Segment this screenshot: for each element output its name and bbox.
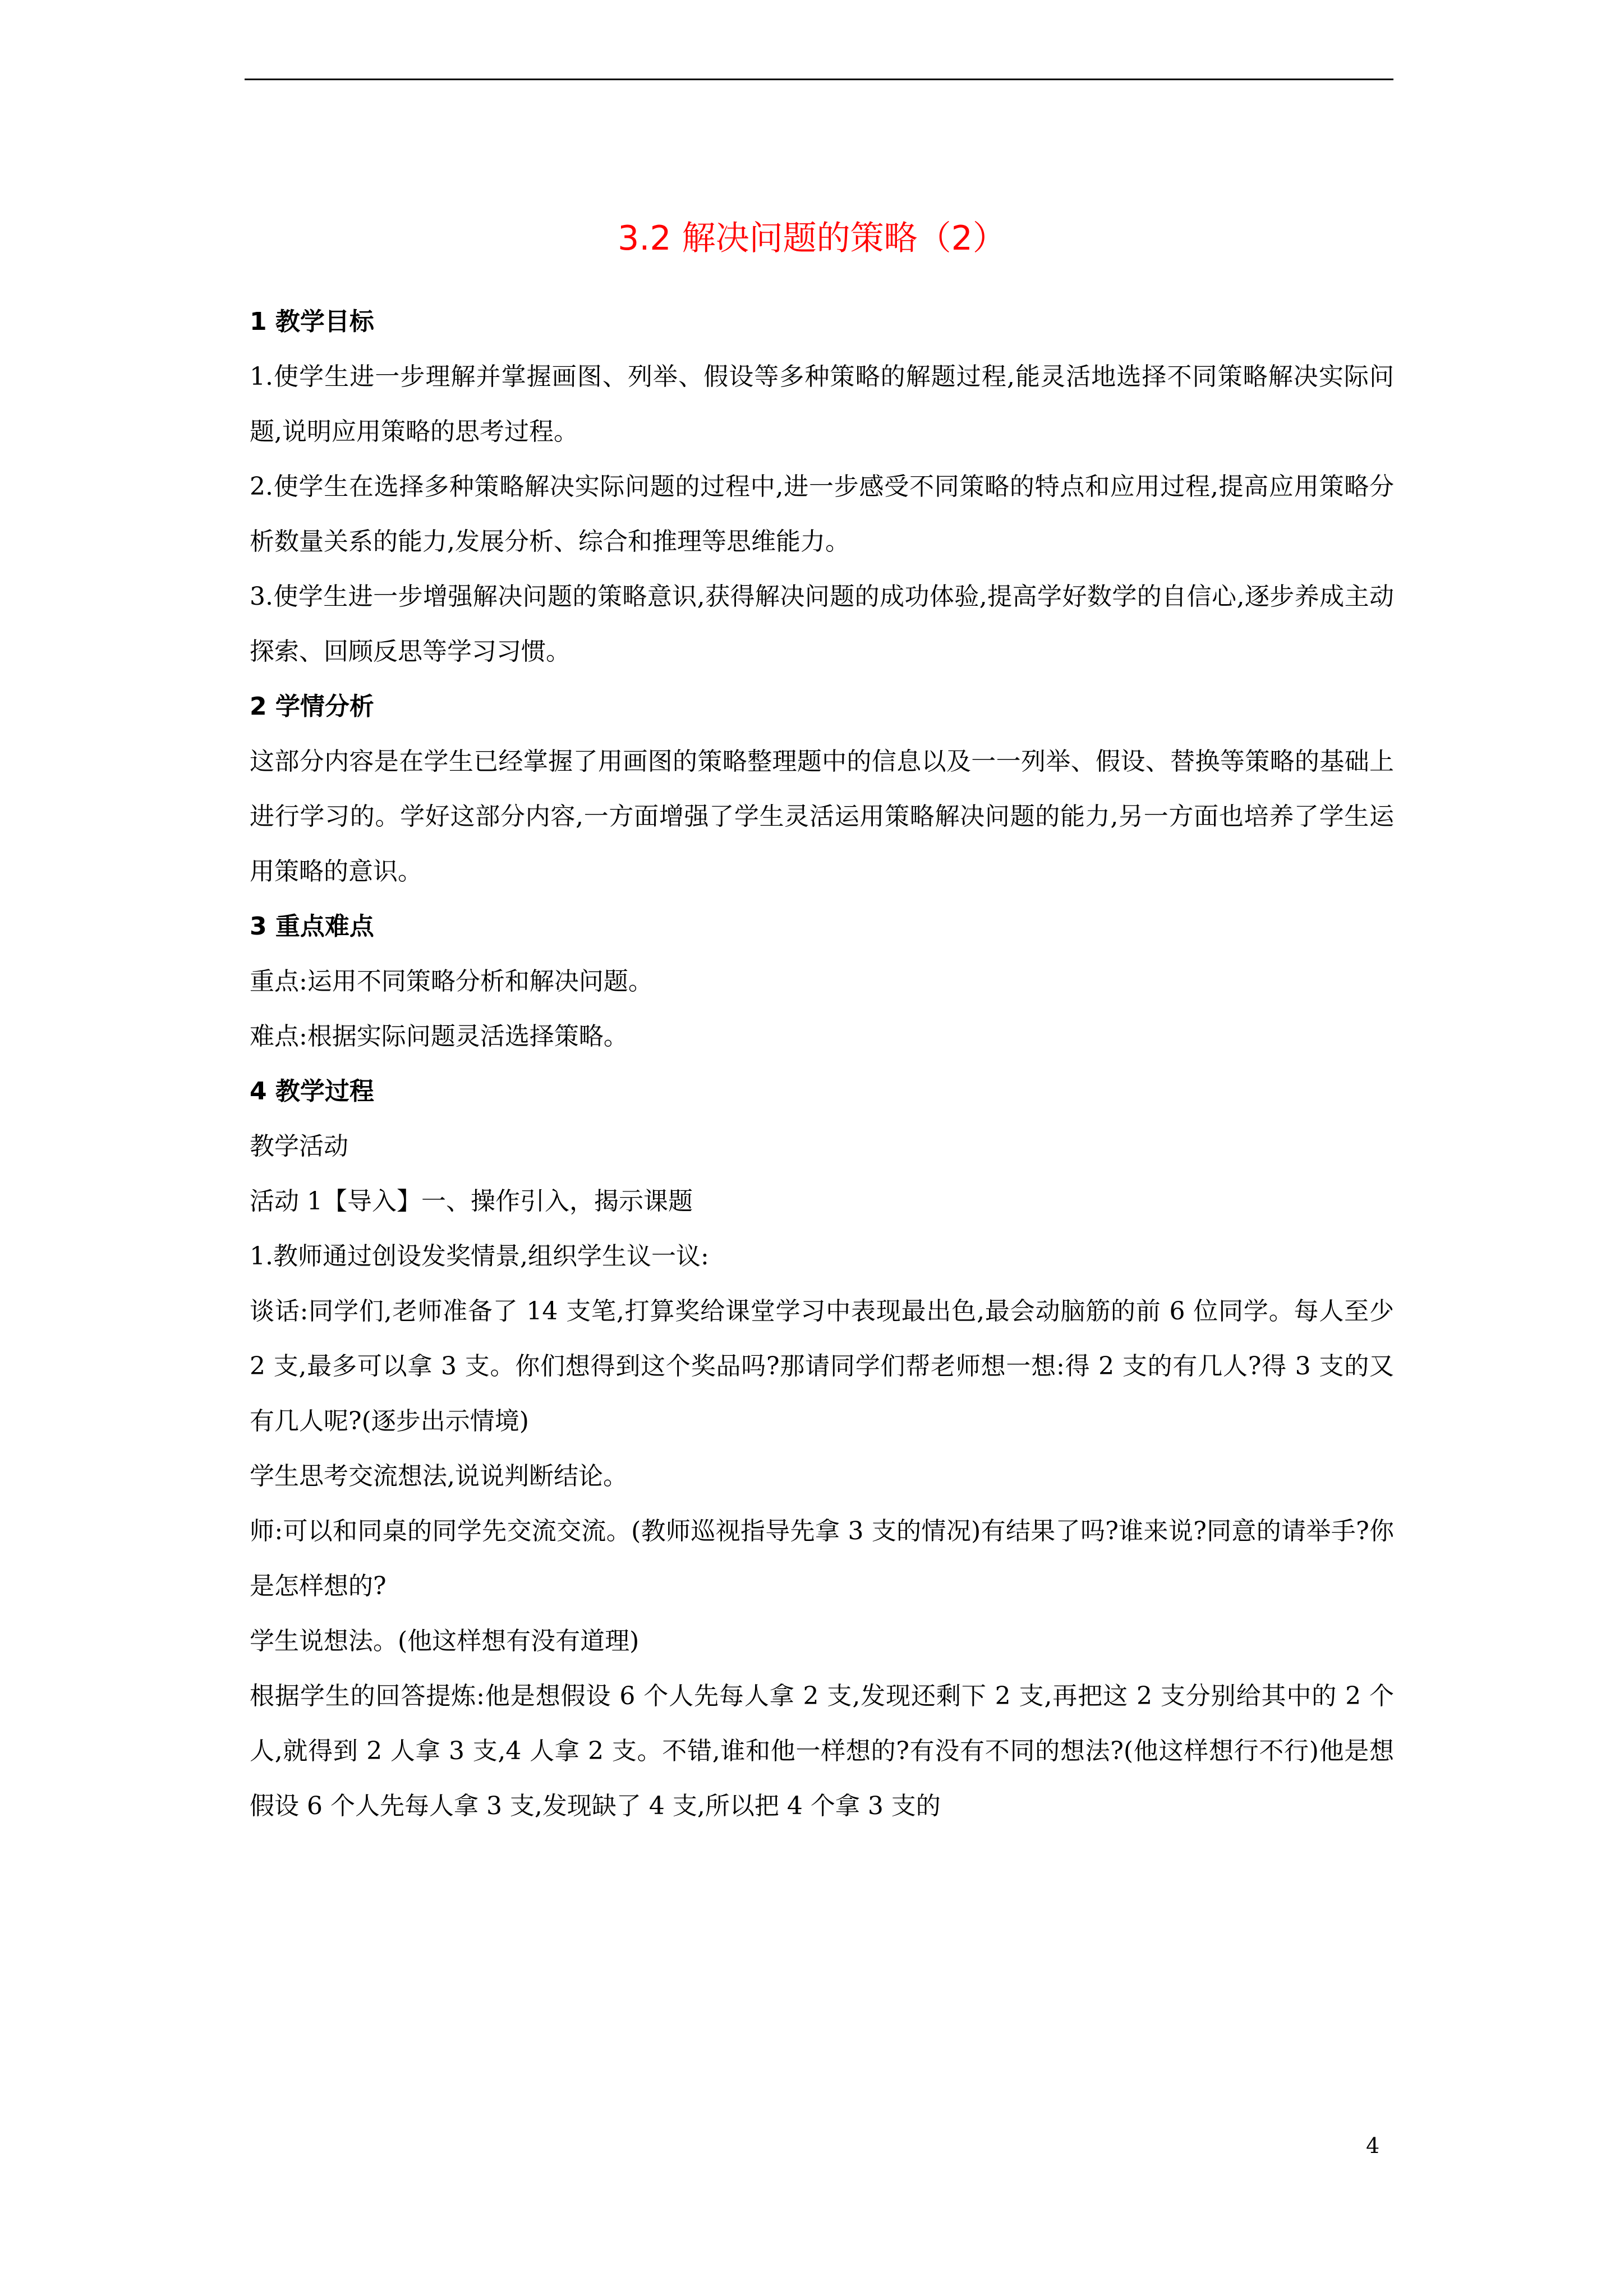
section-heading-process: 4 教学过程 [250, 1077, 374, 1106]
header-rule [245, 79, 1393, 80]
difficulty-text: 难点:根据实际问题灵活选择策略。 [250, 1022, 628, 1051]
section-heading-analysis: 2 学情分析 [250, 692, 374, 721]
step-1-text: 1.教师通过创设发奖情景,组织学生议一议: [250, 1242, 709, 1271]
objective-item-2: 2.使学生在选择多种策略解决实际问题的过程中,进一步感受不同策略的特点和应用过程,提高应用策略分析数量关系的能力,发展分析、综合和推理等思维能力。 [250, 472, 1394, 556]
activity-label: 教学活动 [250, 1132, 348, 1161]
dialogue-paragraph: 谈话:同学们,老师准备了 14 支笔,打算奖给课堂学习中表现最出色,最会动脑筋的前 6 位同学。每人至少 2 支,最多可以拿 3 支。你们想得到这个奖品吗?那请同学们帮老师想一想:得 2 支的有几人?得 3 支的又有几人呢?(逐步出示情境) [250, 1297, 1394, 1435]
analysis-paragraph: 这部分内容是在学生已经掌握了用画图的策略整理题中的信息以及一一列举、假设、替换等策略的基础上进行学习的。学好这部分内容,一方面增强了学生灵活运用策略解决问题的能力,另一方面也培养了学生运用策略的意识。 [250, 747, 1394, 886]
key-point-text: 重点:运用不同策略分析和解决问题。 [250, 967, 653, 996]
student-think-text: 学生思考交流想法,说说判断结论。 [250, 1462, 628, 1490]
section-heading-key-points: 3 重点难点 [250, 912, 374, 941]
page-number: 4 [1366, 2133, 1380, 2158]
student-say-text: 学生说想法。(他这样想有没有道理) [250, 1627, 640, 1655]
teacher-paragraph: 师:可以和同桌的同学先交流交流。(教师巡视指导先拿 3 支的情况)有结果了吗?谁来说?同意的请举手?你是怎样想的? [250, 1517, 1394, 1600]
summary-paragraph: 根据学生的回答提炼:他是想假设 6 个人先每人拿 2 支,发现还剩下 2 支,再把这 2 支分别给其中的 2 个人,就得到 2 人拿 3 支,4 人拿 2 支。不错,谁和他一样想的?有没有不同的想法?(他这样想行不行)他是想假设 6 个人先每人拿 3 支,发现缺了 4 支,所以把 4 个拿 3 支的 [250, 1682, 1394, 1820]
activity-1-title: 活动 1【导入】一、操作引入，揭示课题 [250, 1187, 693, 1216]
objective-item-3: 3.使学生进一步增强解决问题的策略意识,获得解决问题的成功体验,提高学好数学的自信心,逐步养成主动探索、回顾反思等学习习惯。 [250, 582, 1394, 666]
document-title: 3.2 解决问题的策略（2） [618, 219, 1006, 258]
document-body [250, 295, 1394, 1834]
objective-item-1: 1.使学生进一步理解并掌握画图、列举、假设等多种策略的解题过程,能灵活地选择不同策略解决实际问题,说明应用策略的思考过程。 [250, 362, 1394, 446]
section-heading-objectives: 1 教学目标 [250, 307, 374, 336]
